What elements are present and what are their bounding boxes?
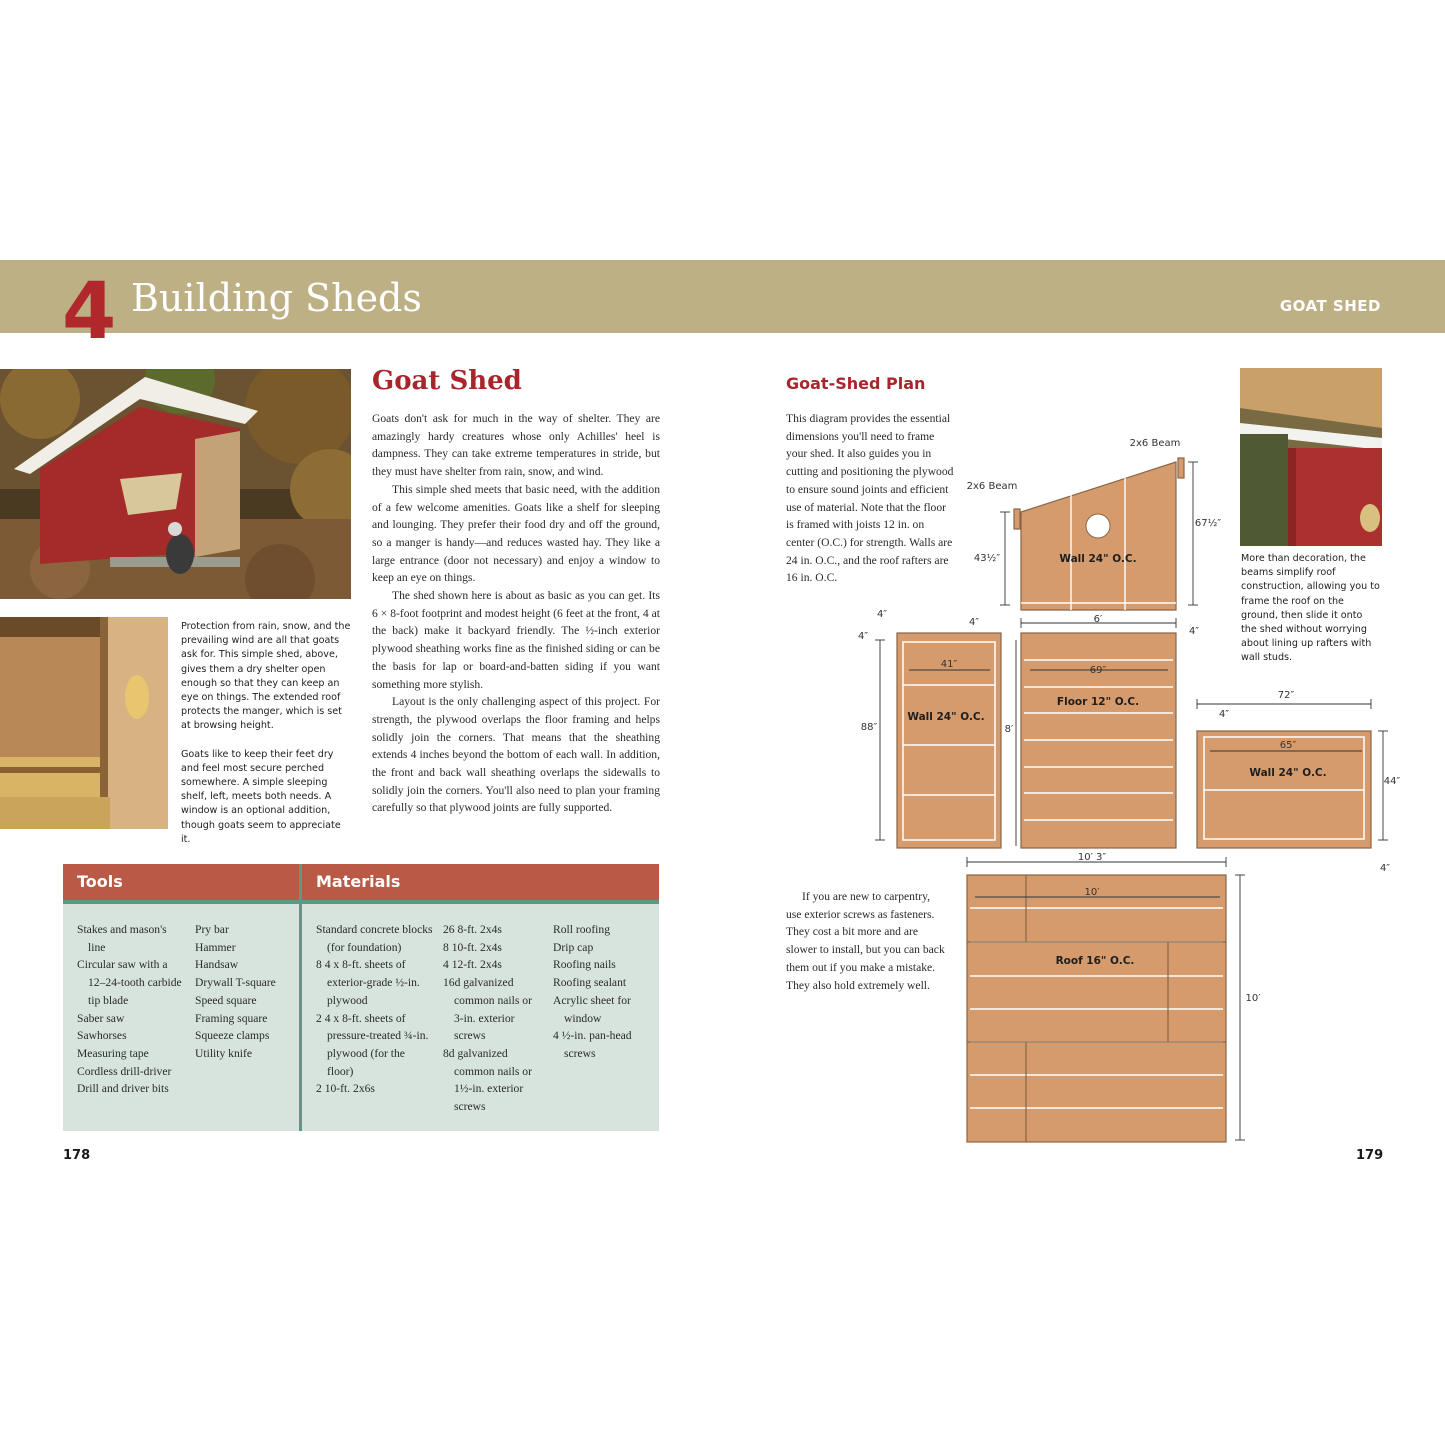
tool-item: Framing square xyxy=(195,1011,268,1025)
plan-intro: This diagram provides the essential dimensions you'll need to frame your shed. It also guides you in cutting and positioning the plywood to ensure sound joints and efficient use of material. Note that the floor is framed with joists 12 in. on center (O.C.) for strength. Walls are 24 in. O.C., and the roof rafters are 16 in. O.C. xyxy=(786,412,954,585)
dim-offset-right: 4″ xyxy=(1188,626,1200,637)
materials-heading: Materials xyxy=(316,872,401,891)
materials-list-3 xyxy=(553,921,653,1063)
dim-roof-depth: 10′ xyxy=(1245,993,1261,1004)
beam-label-back: 2x6 Beam xyxy=(1129,438,1181,449)
dim-rear-inner: 65″ xyxy=(1279,740,1297,751)
dim-side-height: 88″ xyxy=(860,722,878,733)
material-item: Drip cap xyxy=(553,940,594,954)
article-title: Goat Shed xyxy=(372,366,522,396)
dim-front-width: 6′ xyxy=(1093,614,1103,625)
materials-header xyxy=(302,864,659,904)
material-item: 8 10-ft. 2x4s xyxy=(443,940,502,954)
materials-list-2 xyxy=(443,921,543,1116)
material-item: Standard concrete blocks (for foundation) xyxy=(316,923,433,954)
tool-item: Pry bar xyxy=(195,923,229,936)
chapter-title: Building Sheds xyxy=(131,276,422,320)
goat-shed-photo xyxy=(0,369,351,599)
shed-interior-photo xyxy=(0,617,168,829)
body-paragraph: Goats don't ask for much in the way of shelter. They are amazingly hardy creatures whose only Achilles' heel is dampness. They can take extreme temperatures in stride, but they must have shelter from rain, snow, and wind. xyxy=(372,412,660,479)
material-item: 26 8-ft. 2x4s xyxy=(443,923,502,936)
window-circle xyxy=(1086,514,1110,538)
caption-paragraph: Protection from rain, snow, and the prevailing wind are all that goats ask for. This simple shed, above, gives them a dry shelter open enough so that they can keep an eye on things. The extended roof protects the manger, which is set at browsing height. xyxy=(181,621,351,732)
material-item: 2 4 x 8-ft. sheets of pressure-treated ¾-in. plywood (for the floor) xyxy=(316,1011,429,1078)
dim-offset-rear: 4″ xyxy=(1218,709,1230,720)
tools-materials-box xyxy=(63,864,659,1131)
tool-item: Measuring tape xyxy=(77,1046,149,1060)
roof-label: Roof 16" O.C. xyxy=(1055,955,1135,967)
chapter-number: 4 xyxy=(62,267,117,357)
dim-offset-side: 4″ xyxy=(857,631,869,642)
front-wall-label: Wall 24" O.C. xyxy=(1059,553,1137,565)
dim-rear-height: 44″ xyxy=(1383,776,1401,787)
material-item: Roofing nails xyxy=(553,958,616,972)
tool-item: Squeeze clamps xyxy=(195,1029,270,1043)
tools-heading: Tools xyxy=(77,872,123,891)
material-item: 4 ½-in. pan-head screws xyxy=(553,1029,632,1060)
tool-item: Utility knife xyxy=(195,1046,252,1060)
dim-side-inner: 41″ xyxy=(940,659,958,670)
material-item: 16d galvanized common nails or 3-in. exterior screws xyxy=(443,976,532,1043)
section-label: GOAT SHED xyxy=(1279,297,1381,315)
material-item: 8d galvanized common nails or 1½-in. exterior screws xyxy=(443,1046,532,1114)
dim-roof-width: 10′ 3″ xyxy=(1077,852,1107,863)
tool-item: Stakes and mason's line xyxy=(77,923,167,954)
dim-offset-top: 4″ xyxy=(876,609,888,620)
material-item: Roll roofing xyxy=(553,923,611,936)
shed-plan-diagram xyxy=(840,430,1420,1150)
materials-list-1 xyxy=(316,921,434,1098)
dim-floor-depth: 8′ xyxy=(1004,724,1014,735)
beam-label-front: 2x6 Beam xyxy=(966,481,1018,492)
plan-title: Goat-Shed Plan xyxy=(786,374,926,393)
dim-front-tall: 67½″ xyxy=(1194,518,1222,529)
dim-rear-outer: 72″ xyxy=(1277,690,1295,701)
body-paragraph: This simple shed meets that basic need, with the addition of a few welcome amenities. Goats like a shelf for sleeping and lounging. They prefer their food dry and off the ground, so a manger is handy—and reduces wasted hay. They like a large entrance (door not necessary) and enjoy a window to keep an eye on things. xyxy=(372,482,660,585)
tool-item: Cordless drill-driver xyxy=(77,1064,172,1078)
rear-wall-label: Wall 24" O.C. xyxy=(1249,767,1327,779)
dim-roof-inner: 10′ xyxy=(1084,887,1100,898)
page-number-right: 179 xyxy=(1356,1148,1384,1163)
plan-note: If you are new to carpentry, use exterior screws as fasteners. They cost a bit more and are slower to install, but you can back them out if you make a mistake. They also hold extremely well. xyxy=(786,890,945,992)
dim-offset-left: 4″ xyxy=(968,617,980,628)
tools-list-1 xyxy=(77,921,185,1098)
dim-front-short: 43½″ xyxy=(973,553,1001,564)
tools-header xyxy=(63,864,299,904)
article-body xyxy=(372,410,660,817)
column-divider xyxy=(299,864,302,1131)
body-paragraph: Layout is the only challenging aspect of this project. For strength, the plywood overlaps the floor framing and helps solidly join the corners. That means that the sheathing extends 4 inches beyond the bottom of each wall. In addition, the front and back wall sheathing overlaps the sidewalls to solidly join the corners. You'll also need to plan your framing carefully so that plywood joints are fully supported. xyxy=(372,695,660,815)
dim-floor-inner: 69″ xyxy=(1089,665,1107,676)
tools-list-2 xyxy=(195,921,295,1063)
tool-item: Sawhorses xyxy=(77,1029,127,1043)
floor-label: Floor 12" O.C. xyxy=(1056,696,1140,708)
material-item: 2 10-ft. 2x6s xyxy=(316,1082,375,1096)
tool-item: Hammer xyxy=(195,940,236,954)
photo-caption xyxy=(181,620,353,847)
tool-item: Drill and driver bits xyxy=(77,1082,169,1096)
material-item: 4 12-ft. 2x4s xyxy=(443,958,502,972)
tool-item: Circular saw with a 12–24-tooth carbide tip blade xyxy=(77,958,182,1007)
material-item: Acrylic sheet for window xyxy=(553,993,631,1025)
body-paragraph: The shed shown here is about as basic as you can get. Its 6 × 8-foot footprint and modest height (6 feet at the front, 4 at the back) make it backyard friendly. The ½-inch exterior plywood sheathing works fine as the finished siding or can be the basis for lap or board-and-batten siding if you want something more stylish. xyxy=(372,589,660,691)
tool-item: Saber saw xyxy=(77,1011,125,1025)
side-wall-label: Wall 24" O.C. xyxy=(907,711,985,723)
roof-photo-caption: More than decoration, the beams simplify roof construction, allowing you to frame the roof on the ground, then slide it onto the shed without worrying about lining up rafters with wall studs. xyxy=(1241,553,1380,664)
caption-paragraph: Goats like to keep their feet dry and feel most secure perched somewhere. A simple sleeping shelf, left, meets both needs. A window is an optional addition, though goats seem to appreciate it. xyxy=(181,748,341,845)
dim-offset-bottom: 4″ xyxy=(1379,863,1391,874)
material-item: 8 4 x 8-ft. sheets of exterior-grade ½-in. plywood xyxy=(316,958,420,1007)
tool-item: Speed square xyxy=(195,993,257,1007)
page-number-left: 178 xyxy=(63,1148,91,1163)
tool-item: Handsaw xyxy=(195,958,239,972)
material-item: Roofing sealant xyxy=(553,976,627,990)
tool-item: Drywall T-square xyxy=(195,976,276,990)
